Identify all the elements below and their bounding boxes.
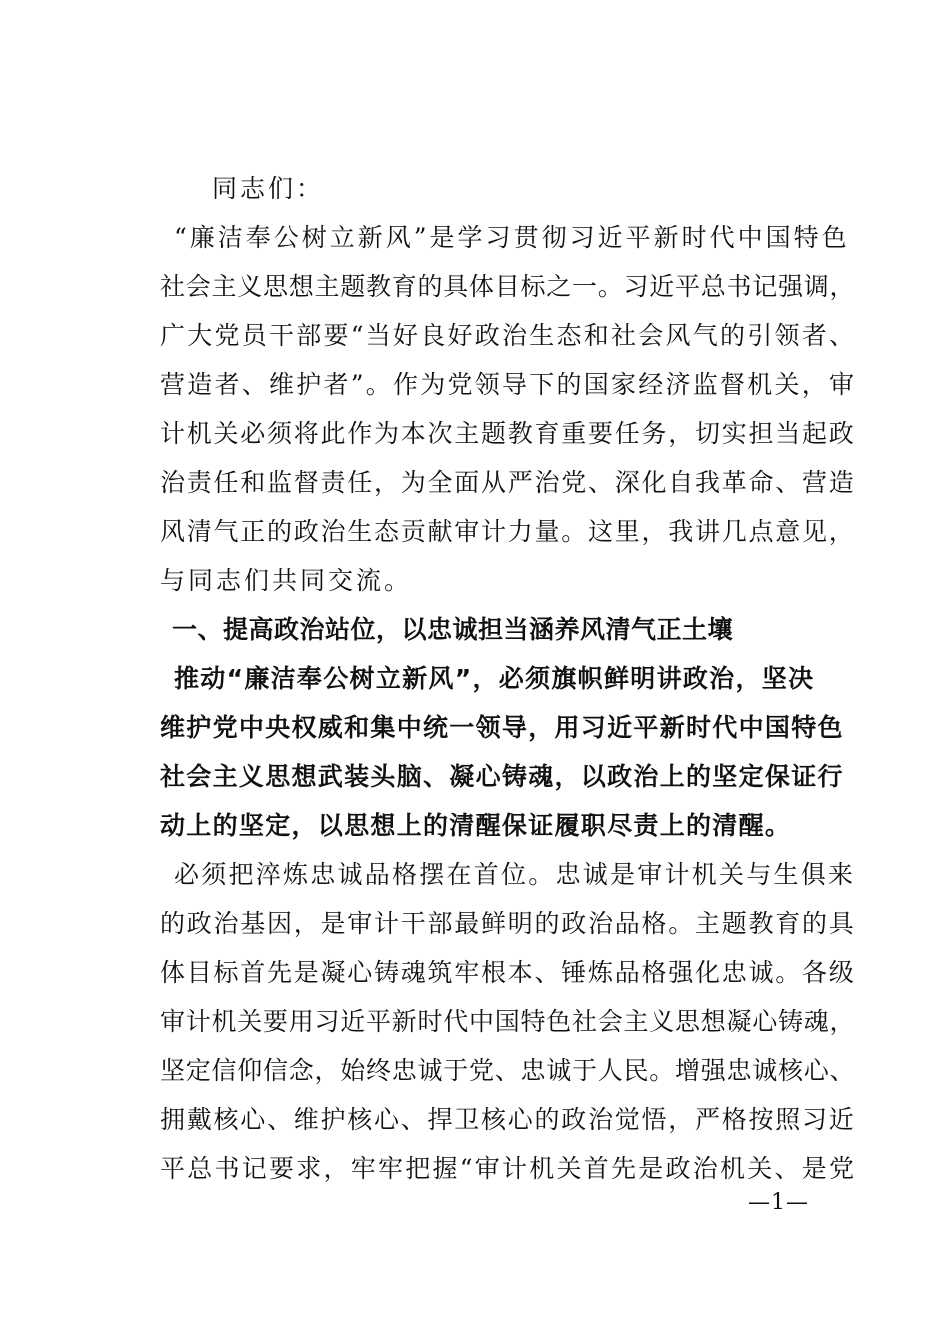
intro-line: 社会主义思想主题教育的具体目标之一。习近平总书记强调，	[160, 272, 856, 301]
bold-lead-paragraph	[160, 654, 860, 850]
body-line: 平总书记要求，牢牢把握“审计机关首先是政治机关、是党	[160, 1154, 857, 1183]
bold-line: 推动“廉洁奉公树立新风”，必须旗帜鲜明讲政治，坚决	[174, 664, 815, 693]
intro-line: 治责任和监督责任，为全面从严治党、深化自我革命、营造	[160, 468, 856, 497]
body-line: 审计机关要用习近平新时代中国特色社会主义思想凝心铸魂，	[160, 1007, 856, 1036]
intro-line: 风清气正的政治生态贡献审计力量。这里，我讲几点意见，	[160, 517, 856, 546]
document-body	[160, 164, 860, 1193]
bold-line: 动上的坚定，以思想上的清醒保证履职尽责上的清醒。	[160, 811, 792, 840]
intro-line: 计机关必须将此作为本次主题教育重要任务，切实担当起政	[160, 419, 856, 448]
body-line: 体目标首先是凝心铸魂筑牢根本、锤炼品格强化忠诚。各级	[160, 958, 856, 987]
page-number: —1—	[748, 1190, 809, 1215]
body-paragraph	[160, 850, 860, 1193]
bold-line: 维护党中央权威和集中统一领导，用习近平新时代中国特色	[160, 713, 844, 742]
intro-line: 营造者、维护者”。作为党领导下的国家经济监督机关，审	[160, 370, 857, 399]
body-line: 拥戴核心、维护核心、捍卫核心的政治觉悟，严格按照习近	[160, 1105, 856, 1134]
salutation: 同志们：	[212, 174, 325, 203]
body-line: 的政治基因，是审计干部最鲜明的政治品格。主题教育的具	[160, 909, 856, 938]
body-line: 必须把淬炼忠诚品格摆在首位。忠诚是审计机关与生俱来	[174, 860, 856, 889]
intro-line: 广大党员干部要“当好良好政治生态和社会风气的引领者、	[160, 321, 857, 350]
body-line: 坚定信仰信念，始终忠诚于党、忠诚于人民。增强忠诚核心、	[160, 1056, 856, 1085]
intro-paragraph	[160, 213, 860, 605]
intro-line: 与同志们共同交流。	[160, 566, 413, 595]
intro-line: “廉洁奉公树立新风”是学习贯彻习近平新时代中国特色	[174, 223, 850, 252]
section-heading: 一、提高政治站位，以忠诚担当涵养风清气正土壤	[172, 615, 734, 644]
bold-line: 社会主义思想武装头脑、凝心铸魂，以政治上的坚定保证行	[160, 762, 844, 791]
